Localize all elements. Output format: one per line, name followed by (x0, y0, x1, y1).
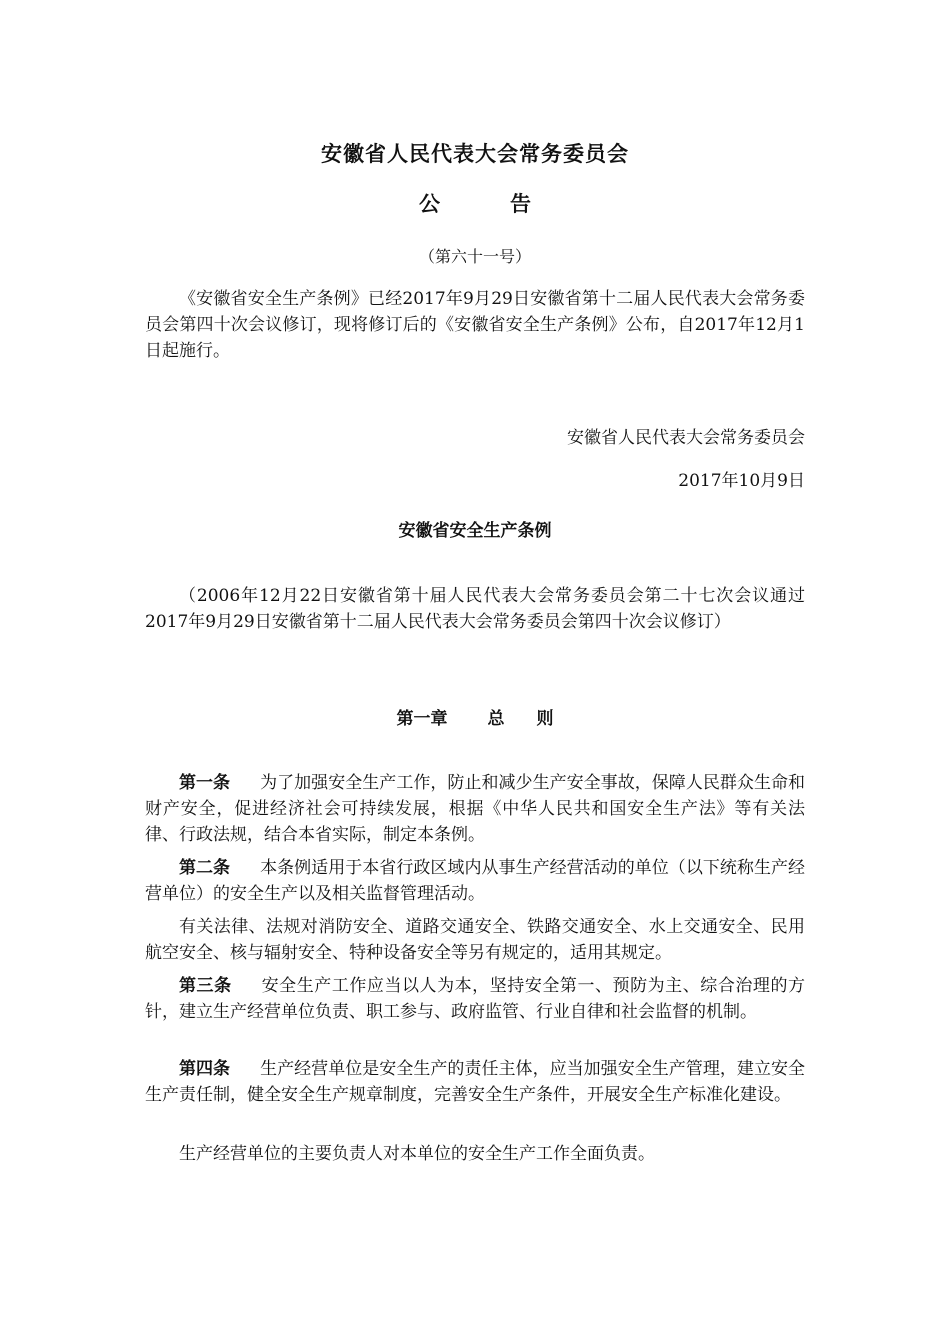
chapter-name-part1: 总 (487, 709, 505, 729)
chapter-name-part2: 则 (536, 709, 554, 729)
article-2-label: 第二条 (179, 858, 231, 878)
announcement-date: 2017年10月9日 (678, 471, 805, 491)
notice-title-part1: 公 (419, 191, 440, 216)
article-4 (145, 1056, 805, 1108)
article-4-text: 生产经营单位是安全生产的责任主体，应当加强安全生产管理，建立安全生产责任制，健全安全生产规章制度，完善安全生产条件，开展安全生产标准化建设。 (145, 1059, 806, 1105)
article-2-text: 本条例适用于本省行政区域内从事生产经营活动的单位（以下统称生产经营单位）的安全生产以及相关监督管理活动。 (145, 858, 806, 904)
article-2-paragraph-2: 有关法律、法规对消防安全、道路交通安全、铁路交通安全、水上交通安全、民用航空安全、核与辐射安全、特种设备安全等另有规定的，适用其规定。 (145, 917, 805, 963)
org-title: 安徽省人民代表大会常务委员会 (321, 141, 629, 166)
chapter-heading (145, 704, 805, 729)
article-4-label: 第四条 (179, 1059, 231, 1079)
notice-number: （第六十一号） (418, 247, 531, 266)
regulation-title: 安徽省安全生产条例 (398, 521, 552, 541)
article-1-text: 为了加强安全生产工作，防止和减少生产安全事故，保障人民群众生命和财产安全，促进经济社会可持续发展，根据《中华人民共和国安全生产法》等有关法律、行政法规，结合本省实际，制定本条例。 (145, 773, 806, 845)
article-4-paragraph-2: 生产经营单位的主要负责人对本单位的安全生产工作全面负责。 (179, 1144, 655, 1164)
article-3-label: 第三条 (179, 976, 232, 996)
notice-title (145, 188, 805, 218)
announcement-body: 《安徽省安全生产条例》已经2017年9月29日安徽省第十二届人民代表大会常务委员会第四十次会议修订，现将修订后的《安徽省安全生产条例》公布，自2017年12月1日起施行。 (145, 289, 805, 361)
article-3 (145, 973, 805, 1025)
article-1-label: 第一条 (179, 773, 231, 793)
article-2 (145, 855, 805, 907)
adoption-note: （2006年12月22日安徽省第十届人民代表大会常务委员会第二十七次会议通过2017年9月29日安徽省第十二届人民代表大会常务委员会第四十次会议修订） (145, 586, 805, 632)
article-1 (145, 770, 805, 848)
signer: 安徽省人民代表大会常务委员会 (567, 428, 805, 448)
notice-title-part2: 告 (510, 191, 531, 216)
article-3-text: 安全生产工作应当以人为本，坚持安全第一、预防为主、综合治理的方针，建立生产经营单位负责、职工参与、政府监管、行业自律和社会监督的机制。 (145, 976, 806, 1022)
chapter-label: 第一章 (396, 709, 448, 729)
